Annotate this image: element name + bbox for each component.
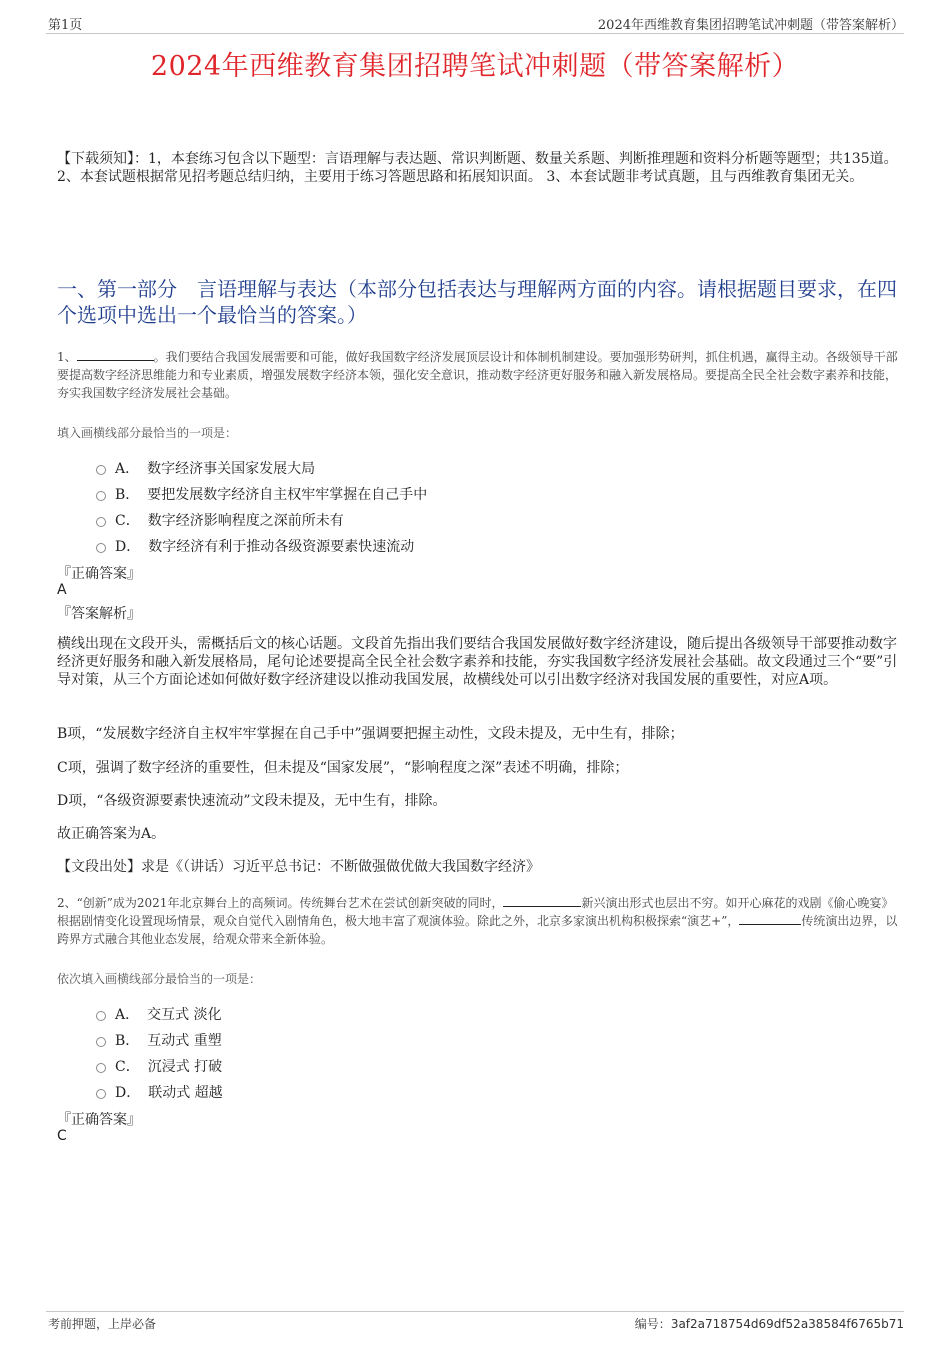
question-1-option-c[interactable]: C． 数字经济影响程度之深前所未有 bbox=[96, 510, 344, 530]
question-1-analysis-label: 『答案解析』 bbox=[57, 606, 141, 622]
document-title: 2024年西维教育集团招聘笔试冲刺题（带答案解析） bbox=[150, 51, 800, 82]
question-1-text bbox=[57, 348, 903, 402]
radio-button[interactable] bbox=[96, 517, 106, 527]
footer-slogan: 考前押题，上岸必备 bbox=[48, 1317, 157, 1331]
answer-blank bbox=[739, 912, 801, 925]
radio-button[interactable] bbox=[96, 491, 106, 501]
analysis-paragraph: D项，“各级资源要素快速流动”文段未提及，无中生有，排除。 bbox=[57, 793, 447, 809]
answer-blank bbox=[503, 894, 581, 907]
analysis-conclusion: 故正确答案为A。 bbox=[57, 826, 166, 842]
download-notice: 【下载须知】：1，本套练习包含以下题型：言语理解与表达题、常识判断题、数量关系题、判断推理题和资料分析题等题型；共135道。 2、本套试题根据常见招考题总结归纳，主要用于练习答题思路和拓展知识面。 3、本套试题非考试真题，且与西维教育集团无关。 bbox=[57, 151, 898, 185]
page-number: 第1页 bbox=[48, 18, 83, 33]
radio-button[interactable] bbox=[96, 1063, 106, 1073]
question-2-option-b[interactable]: B． 互动式 重塑 bbox=[96, 1030, 222, 1050]
question-2-option-c[interactable]: C． 沉浸式 打破 bbox=[96, 1056, 222, 1076]
question-1-option-d[interactable]: D． 数字经济有利于推动各级资源要素快速流动 bbox=[96, 536, 414, 556]
radio-button[interactable] bbox=[96, 1011, 106, 1021]
question-2-option-d[interactable]: D． 联动式 超越 bbox=[96, 1082, 223, 1102]
radio-button[interactable] bbox=[96, 465, 106, 475]
radio-button[interactable] bbox=[96, 543, 106, 553]
radio-button[interactable] bbox=[96, 1089, 106, 1099]
analysis-paragraph: B项，“发展数字经济自主权牢牢掌握在自己手中”强调要把握主动性，文段未提及，无中生有，排除； bbox=[57, 726, 684, 742]
question-2-answer-label: 『正确答案』 bbox=[57, 1112, 141, 1128]
answer-blank bbox=[77, 348, 154, 361]
question-1-answer-label: 『正确答案』 bbox=[57, 566, 141, 582]
text-source: 【文段出处】求是《（讲话）习近平总书记：不断做强做优做大我国数字经济》 bbox=[57, 859, 540, 875]
footer-divider bbox=[46, 1311, 904, 1312]
radio-button[interactable] bbox=[96, 1037, 106, 1047]
question-2-text: 2、“创新”成为2021年北京舞台上的高频词。传统舞台艺术在尝试创新突破的同时， 新兴演出形式也层出不穷。如开心麻花的戏剧《偷心晚宴》根据剧情变化设置现场情景，观众自觉代入剧情角色，极大地丰富了观演体验。除此之外，北京多家演出机构积极探索“演艺+”， 传统演出边界，以跨界方式融合其他业态发展，给观众带来全新体验。 bbox=[57, 896, 898, 946]
question-1-prompt: 填入画横线部分最恰当的一项是： bbox=[57, 426, 238, 440]
question-2-option-a[interactable]: A． 交互式 淡化 bbox=[96, 1004, 222, 1024]
question-2-answer: C bbox=[57, 1128, 67, 1144]
analysis-paragraph: 横线出现在文段开头，需概括后文的核心话题。文段首先指出我们要结合我国发展做好数字经济建设，随后提出各级领导干部要推动数字经济更好服务和融入新发展格局，尾句论述要提高全民全社会数字素养和技能，夯实我国数字经济发展社会基础。故文段通过三个“要”引导对策，从三个方面论述如何做好数字经济建设以推动我国发展，故横线处可以引出数字经济对我国发展的重要性，对应A项。 bbox=[57, 636, 898, 688]
question-1-answer: A bbox=[57, 582, 67, 598]
header-divider bbox=[46, 33, 904, 34]
question-1-option-a[interactable]: A． 数字经济事关国家发展大局 bbox=[96, 458, 315, 478]
header-doc-title: 2024年西维教育集团招聘笔试冲刺题（带答案解析） bbox=[597, 18, 904, 33]
question-1-number: 1、 bbox=[57, 350, 77, 364]
section-heading: 一、第一部分 言语理解与表达（本部分包括表达与理解两方面的内容。请根据题目要求，在四个选项中选出一个最恰当的答案。） bbox=[57, 277, 897, 327]
question-1-option-b[interactable]: B． 要把发展数字经济自主权牢牢掌握在自己手中 bbox=[96, 484, 427, 504]
document-code: 编号：3af2a718754d69df52a38584f6765b71 bbox=[634, 1317, 904, 1331]
analysis-paragraph: C项，强调了数字经济的重要性，但未提及“国家发展”，“影响程度之深”表述不明确，排除； bbox=[57, 760, 629, 776]
question-1-body: 。我们要结合我国发展需要和可能，做好我国数字经济发展顶层设计和体制机制建设。要加强形势研判，抓住机遇，赢得主动。各级领导干部要提高数字经济思维能力和专业素质，增强发展数字经济本领，强化安全意识，推动数字经济更好服务和融入新发展格局。要提高全民全社会数字素养和技能，夯实我国数字经济发展社会基础。 bbox=[57, 350, 898, 400]
question-2-prompt: 依次填入画横线部分最恰当的一项是： bbox=[57, 972, 262, 986]
